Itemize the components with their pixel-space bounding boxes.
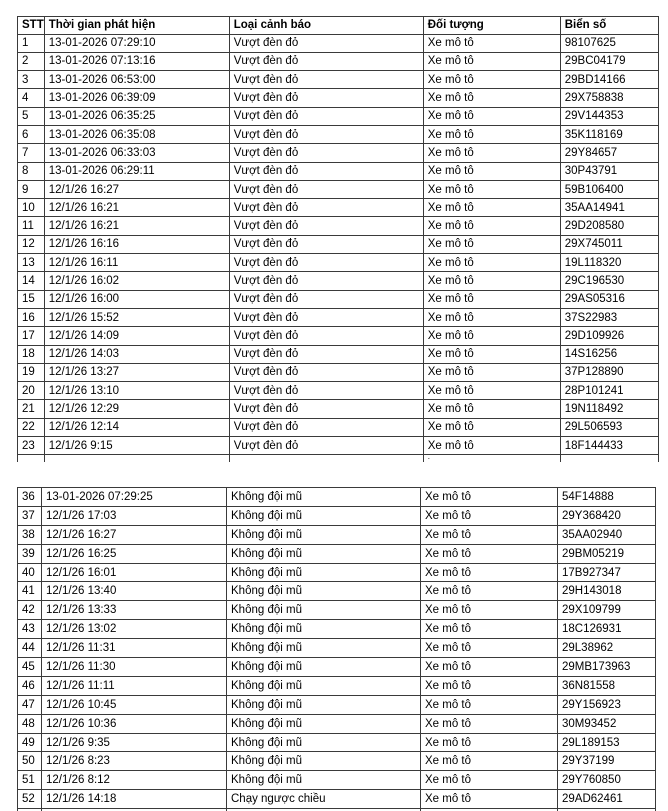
table-cell: Xe mô tô <box>423 254 560 272</box>
table-row <box>18 601 656 620</box>
table-cell: 38 <box>18 525 42 544</box>
table-header-row <box>18 17 659 35</box>
table-cell: 13 <box>18 254 45 272</box>
table-cell: 12/1/26 14:09 <box>44 327 229 345</box>
table-cell: 6 <box>18 125 45 143</box>
table-cell: 13-01-2026 06:35:25 <box>44 107 229 125</box>
table-cell: 39 <box>18 544 42 563</box>
table-cell: Không đội mũ <box>227 563 421 582</box>
table-cell: Vượt đèn đỏ <box>229 125 423 143</box>
table-row <box>18 308 659 326</box>
table-cell: Không đội mũ <box>227 695 421 714</box>
table-cell: 37P128890 <box>560 363 658 381</box>
table-row <box>18 363 659 381</box>
table-row <box>18 144 659 162</box>
table-row <box>18 506 656 525</box>
table-cell: 3 <box>18 71 45 89</box>
table-cell: Không đội mũ <box>227 544 421 563</box>
table-cell: 12/1/26 16:02 <box>44 272 229 290</box>
table-cell: . <box>423 455 560 462</box>
table-cell: 51 <box>18 771 42 790</box>
table-cell: Vượt đèn đỏ <box>229 71 423 89</box>
table-cell: 22 <box>18 418 45 436</box>
table-cell: Xe mô tô <box>423 199 560 217</box>
table-cell: Không đội mũ <box>227 525 421 544</box>
column-header: Thời gian phát hiện <box>44 17 229 35</box>
table-cell: Không đội mũ <box>227 506 421 525</box>
table-cell: 29AS05316 <box>560 290 658 308</box>
table-cell: 12/1/26 16:16 <box>44 235 229 253</box>
table-cell: 1 <box>18 34 45 52</box>
table-cell <box>18 455 45 462</box>
table-cell: 12/1/26 16:01 <box>42 563 227 582</box>
table-cell: Không đội mũ <box>227 488 421 507</box>
table-cell: 12/1/26 16:25 <box>42 544 227 563</box>
table-cell: Vượt đèn đỏ <box>229 34 423 52</box>
table-cell: 29X745011 <box>560 235 658 253</box>
table-cell: 29L189153 <box>558 733 656 752</box>
table-cell: 13-01-2026 07:29:10 <box>44 34 229 52</box>
table-cell: 37S22983 <box>560 308 658 326</box>
table-cell: 45 <box>18 658 42 677</box>
table-cell: 12/1/26 13:27 <box>44 363 229 381</box>
table-cell: Xe mô tô <box>423 107 560 125</box>
table-cell: Không đội mũ <box>227 582 421 601</box>
table-cell: Xe mô tô <box>423 290 560 308</box>
table-cell: 12/1/26 13:40 <box>42 582 227 601</box>
table-header-row <box>18 17 659 35</box>
table-cell: Xe mô tô <box>421 620 558 639</box>
table-cell: Xe mô tô <box>423 52 560 70</box>
table-cell: 13-01-2026 06:29:11 <box>44 162 229 180</box>
table-row <box>18 125 659 143</box>
table-body <box>18 488 656 809</box>
table-cell: 17 <box>18 327 45 345</box>
table-row <box>18 437 659 455</box>
table-cell: Xe mô tô <box>421 771 558 790</box>
table-cell: 5 <box>18 107 45 125</box>
table-cell: 29BC04179 <box>560 52 658 70</box>
table-cell: Không đội mũ <box>227 658 421 677</box>
table-cell: 12/1/26 9:15 <box>44 437 229 455</box>
table-cell: 9 <box>18 180 45 198</box>
table-row <box>18 676 656 695</box>
table-row <box>18 544 656 563</box>
table-cell: Xe mô tô <box>421 639 558 658</box>
table-cell: 12/1/26 14:03 <box>44 345 229 363</box>
table-row <box>18 418 659 436</box>
table-cell: 16 <box>18 308 45 326</box>
table-cell: 41 <box>18 582 42 601</box>
table-row <box>18 563 656 582</box>
table-cell: 29MB173963 <box>558 658 656 677</box>
table-cell: Xe mô tô <box>421 601 558 620</box>
table-cell: 29Y368420 <box>558 506 656 525</box>
table-row <box>18 658 656 677</box>
table-cell: 12/1/26 16:27 <box>44 180 229 198</box>
table-cell: Xe mô tô <box>421 563 558 582</box>
table-cell: Vượt đèn đỏ <box>229 144 423 162</box>
table-cell: Xe mô tô <box>423 400 560 418</box>
table-cell: Xe mô tô <box>423 144 560 162</box>
table-cell: Xe mô tô <box>423 71 560 89</box>
table-cell: Xe mô tô <box>423 308 560 326</box>
table-cell: 12/1/26 16:21 <box>44 199 229 217</box>
table-row <box>18 180 659 198</box>
table-cell: Xe mô tô <box>421 752 558 771</box>
table-cell: Xe mô tô <box>423 89 560 107</box>
table-cell: 29H143018 <box>558 582 656 601</box>
table-cell: Vượt đèn đỏ <box>229 400 423 418</box>
table-cell: 12/1/26 16:11 <box>44 254 229 272</box>
table-row <box>18 733 656 752</box>
violations-table-red-light <box>17 16 659 462</box>
table-cell: 49 <box>18 733 42 752</box>
column-header: Loại cảnh báo <box>229 17 423 35</box>
table-cell: Vượt đèn đỏ <box>229 382 423 400</box>
table-cell: Xe mô tô <box>423 34 560 52</box>
table-cell: 12/1/26 16:00 <box>44 290 229 308</box>
table-cell: 12/1/26 10:36 <box>42 714 227 733</box>
table-cell: 47 <box>18 695 42 714</box>
table-row <box>18 525 656 544</box>
table-cell: 44 <box>18 639 42 658</box>
table-cell: Xe mô tô <box>421 676 558 695</box>
table-cell: 12/1/26 15:52 <box>44 308 229 326</box>
table-cell: 59B106400 <box>560 180 658 198</box>
table-cell: 29Y156923 <box>558 695 656 714</box>
table-cell: 12/1/26 13:10 <box>44 382 229 400</box>
table-cell: Xe mô tô <box>423 437 560 455</box>
table-cell: 12/1/26 13:33 <box>42 601 227 620</box>
table-cell: 19 <box>18 363 45 381</box>
table-cell: 29BD14166 <box>560 71 658 89</box>
table-cell: 30M93452 <box>558 714 656 733</box>
table-cell: 35AA02940 <box>558 525 656 544</box>
table-cell: Chạy ngược chiều <box>227 790 421 809</box>
table-row <box>18 162 659 180</box>
table-cell: Xe mô tô <box>421 544 558 563</box>
table-cell: Xe mô tô <box>421 695 558 714</box>
clipped-table-row <box>18 455 659 462</box>
table-cell: Vượt đèn đỏ <box>229 418 423 436</box>
table-cell: Xe mô tô <box>421 506 558 525</box>
table-cell: Xe mô tô <box>423 180 560 198</box>
table-cell: 29L38962 <box>558 639 656 658</box>
table-cell: 29AD62461 <box>558 790 656 809</box>
table-cell: Vượt đèn đỏ <box>229 217 423 235</box>
table-row <box>18 620 656 639</box>
table-cell: Vượt đèn đỏ <box>229 308 423 326</box>
table-cell: 12/1/26 11:31 <box>42 639 227 658</box>
table-cell: Xe mô tô <box>421 733 558 752</box>
table-cell <box>44 455 229 462</box>
table-cell: Xe mô tô <box>423 125 560 143</box>
table-cell: 46 <box>18 676 42 695</box>
table-cell: 4 <box>18 89 45 107</box>
table-cell: 23 <box>18 437 45 455</box>
table-cell: 12/1/26 12:14 <box>44 418 229 436</box>
table-cell: Xe mô tô <box>423 345 560 363</box>
table-cell: 10 <box>18 199 45 217</box>
table-cell: 12/1/26 16:27 <box>42 525 227 544</box>
table-cell: 37 <box>18 506 42 525</box>
table-cell: Xe mô tô <box>423 235 560 253</box>
table-cell: Xe mô tô <box>423 217 560 235</box>
table-cell: 29Y37199 <box>558 752 656 771</box>
table-cell: Xe mô tô <box>423 382 560 400</box>
table-cell: 50 <box>18 752 42 771</box>
table-row <box>18 52 659 70</box>
table-row <box>18 488 656 507</box>
table-cell: Xe mô tô <box>421 790 558 809</box>
table-cell: 52 <box>18 790 42 809</box>
table-cell: Không đội mũ <box>227 733 421 752</box>
table-row <box>18 290 659 308</box>
table-cell: 29Y760850 <box>558 771 656 790</box>
column-header: Biển số <box>560 17 658 35</box>
table-cell: 2 <box>18 52 45 70</box>
table-cell: Xe mô tô <box>423 327 560 345</box>
table-cell: 12/1/26 16:21 <box>44 217 229 235</box>
table-cell: 8 <box>18 162 45 180</box>
table-cell: 35K118169 <box>560 125 658 143</box>
table-cell: 42 <box>18 601 42 620</box>
table-cell <box>229 455 423 462</box>
table-cell: 40 <box>18 563 42 582</box>
table-row <box>18 235 659 253</box>
table-cell: Vượt đèn đỏ <box>229 89 423 107</box>
table-cell: 12 <box>18 235 45 253</box>
table-cell: 13-01-2026 06:35:08 <box>44 125 229 143</box>
table-cell <box>560 455 658 462</box>
table-cell: Xe mô tô <box>423 363 560 381</box>
table-cell: 54F14888 <box>558 488 656 507</box>
table-cell: 30P43791 <box>560 162 658 180</box>
table-cell: 43 <box>18 620 42 639</box>
table-cell: Không đội mũ <box>227 752 421 771</box>
table-cell: 29L506593 <box>560 418 658 436</box>
table-cell: Vượt đèn đỏ <box>229 199 423 217</box>
table-cell: 12/1/26 11:11 <box>42 676 227 695</box>
table-cell: 36N81558 <box>558 676 656 695</box>
table-cell: Vượt đèn đỏ <box>229 235 423 253</box>
table-cell: Vượt đèn đỏ <box>229 180 423 198</box>
table-cell: 29BM05219 <box>558 544 656 563</box>
table-cell: 29D109926 <box>560 327 658 345</box>
table-cell: 28P101241 <box>560 382 658 400</box>
table-cell: 98107625 <box>560 34 658 52</box>
table-cell: 13-01-2026 06:39:09 <box>44 89 229 107</box>
table-cell: Vượt đèn đỏ <box>229 52 423 70</box>
table-cell: Vượt đèn đỏ <box>229 363 423 381</box>
table-body <box>18 34 659 455</box>
table-row <box>18 272 659 290</box>
table-cell: 18F144433 <box>560 437 658 455</box>
table-cell: Xe mô tô <box>421 582 558 601</box>
table-cell: Không đội mũ <box>227 676 421 695</box>
table-cell: 29V144353 <box>560 107 658 125</box>
table-row <box>18 89 659 107</box>
table-cell: Không đội mũ <box>227 601 421 620</box>
table-row <box>18 217 659 235</box>
table-cell: 29X109799 <box>558 601 656 620</box>
table-cell: 29D208580 <box>560 217 658 235</box>
table-cell: Vượt đèn đỏ <box>229 437 423 455</box>
table-row <box>18 327 659 345</box>
table-cell: 29Y84657 <box>560 144 658 162</box>
table-row <box>18 582 656 601</box>
table-cell: Vượt đèn đỏ <box>229 254 423 272</box>
table-cell: Vượt đèn đỏ <box>229 107 423 125</box>
table-cell: Xe mô tô <box>423 162 560 180</box>
table-row <box>18 771 656 790</box>
table-cell: Xe mô tô <box>421 714 558 733</box>
table-cell: 13-01-2026 06:53:00 <box>44 71 229 89</box>
table-row <box>18 71 659 89</box>
table-cell: Xe mô tô <box>423 418 560 436</box>
table-cell: Không đội mũ <box>227 620 421 639</box>
table-cell: 13-01-2026 07:13:16 <box>44 52 229 70</box>
table-cell: Không đội mũ <box>227 714 421 733</box>
table-row <box>18 714 656 733</box>
table-row <box>18 400 659 418</box>
table-cell: 29X758838 <box>560 89 658 107</box>
table-cell: Không đội mũ <box>227 639 421 658</box>
table-cell: 36 <box>18 488 42 507</box>
table-cell: 15 <box>18 290 45 308</box>
table-row <box>18 107 659 125</box>
table-cell: 12/1/26 14:18 <box>42 790 227 809</box>
column-header: Đối tượng <box>423 17 560 35</box>
table-cell: Vượt đèn đỏ <box>229 345 423 363</box>
table-cell: 12/1/26 8:12 <box>42 771 227 790</box>
table-cell: 18C126931 <box>558 620 656 639</box>
table-cell: 35AA14941 <box>560 199 658 217</box>
table-cell: 12/1/26 8:23 <box>42 752 227 771</box>
table-row <box>18 254 659 272</box>
table-cell: 13-01-2026 06:33:03 <box>44 144 229 162</box>
table-cell: 20 <box>18 382 45 400</box>
table-cell: Không đội mũ <box>227 771 421 790</box>
table-cell: Vượt đèn đỏ <box>229 162 423 180</box>
table-cell: 18 <box>18 345 45 363</box>
table-cell: 29C196530 <box>560 272 658 290</box>
table-cell: 19N118492 <box>560 400 658 418</box>
table-row <box>18 639 656 658</box>
table-cell: 12/1/26 9:35 <box>42 733 227 752</box>
table-cell: 12/1/26 13:02 <box>42 620 227 639</box>
violations-table-no-helmet <box>17 487 656 811</box>
table-cell: 17B927347 <box>558 563 656 582</box>
table-row <box>18 695 656 714</box>
table-cell: 13-01-2026 07:29:25 <box>42 488 227 507</box>
table-cell: 14 <box>18 272 45 290</box>
table-cell: 11 <box>18 217 45 235</box>
table-cell: Vượt đèn đỏ <box>229 290 423 308</box>
table-row <box>18 790 656 809</box>
table-row <box>18 345 659 363</box>
table-row <box>18 382 659 400</box>
table-cell: 12/1/26 12:29 <box>44 400 229 418</box>
table-cell: 19L118320 <box>560 254 658 272</box>
table-cell: 21 <box>18 400 45 418</box>
table-cell: Xe mô tô <box>423 272 560 290</box>
table-cell: Vượt đèn đỏ <box>229 327 423 345</box>
table-row <box>18 34 659 52</box>
table-cell: Xe mô tô <box>421 658 558 677</box>
table-cell: Vượt đèn đỏ <box>229 272 423 290</box>
table-cell: 12/1/26 11:30 <box>42 658 227 677</box>
table-cell: 14S16256 <box>560 345 658 363</box>
table-cell: 48 <box>18 714 42 733</box>
table-cell: Xe mô tô <box>421 488 558 507</box>
table-row <box>18 752 656 771</box>
table-cell: 12/1/26 17:03 <box>42 506 227 525</box>
table-cell: 12/1/26 10:45 <box>42 695 227 714</box>
table-cell: 7 <box>18 144 45 162</box>
table-row <box>18 199 659 217</box>
table-cell: Xe mô tô <box>421 525 558 544</box>
column-header: STT <box>18 17 45 35</box>
